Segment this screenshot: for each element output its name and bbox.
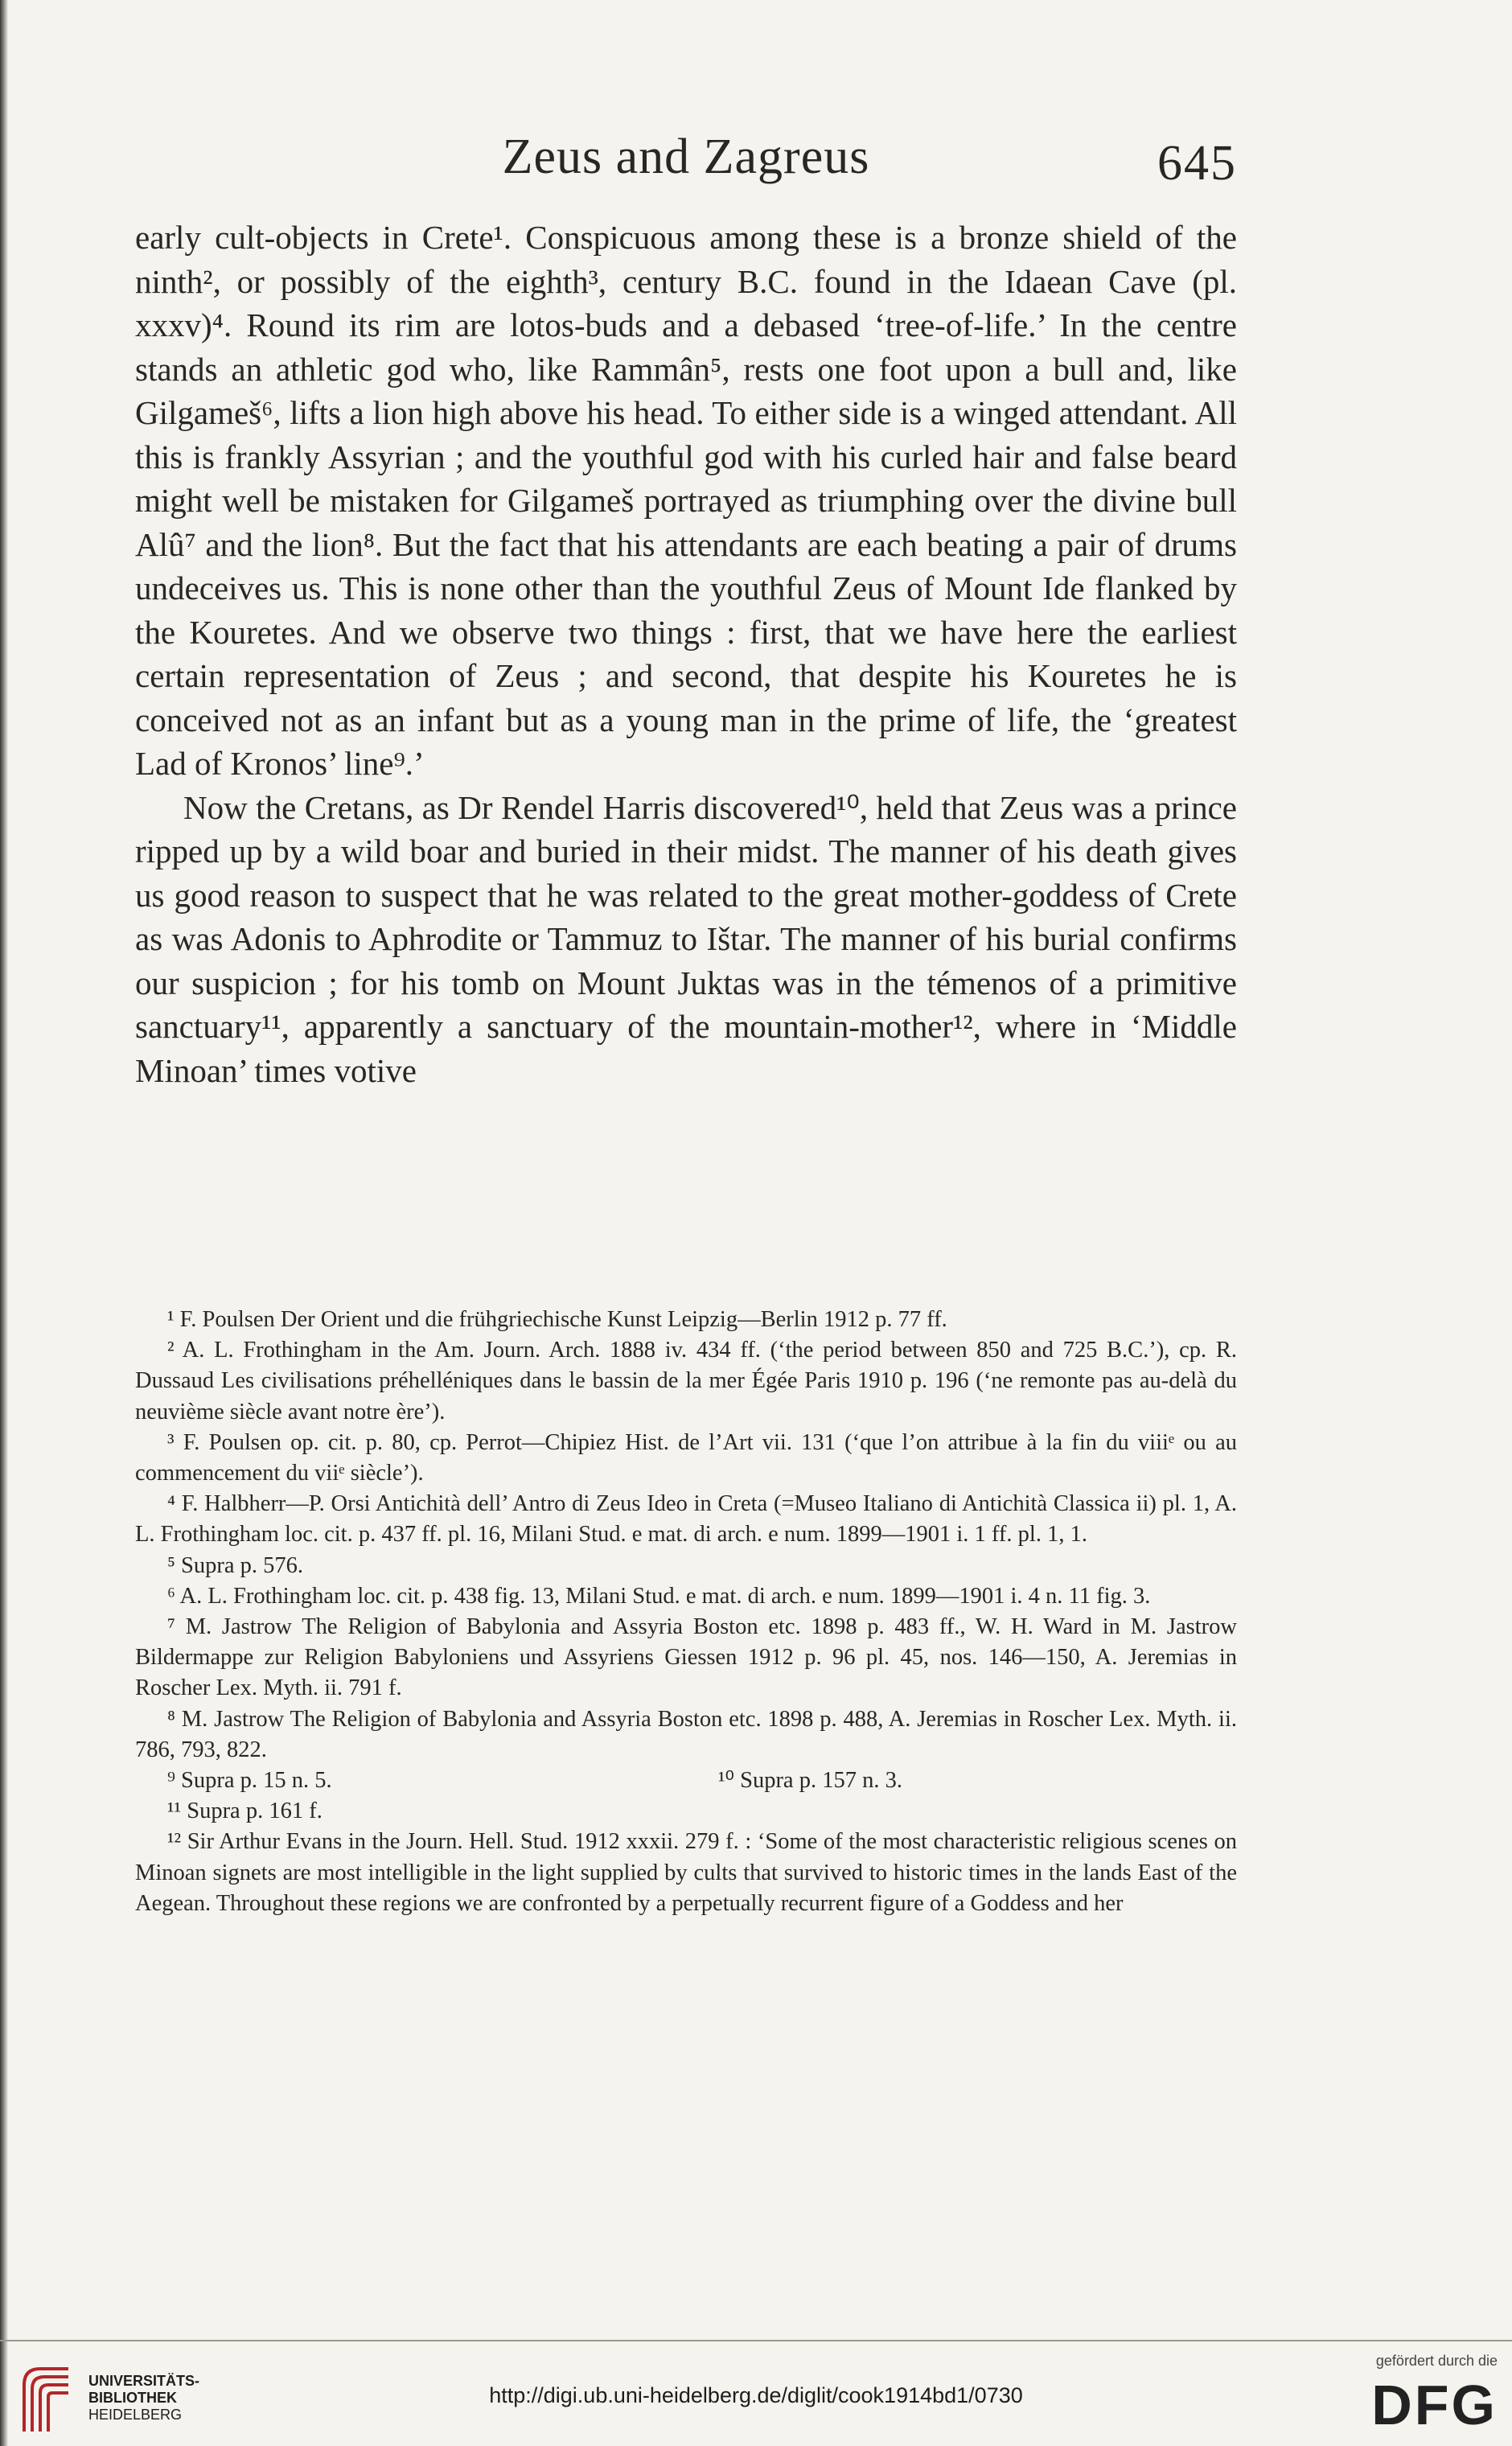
footnote-11: ¹¹ Supra p. 161 f. [167, 1799, 323, 1824]
footnote-12: ¹² Sir Arthur Evans in the Journ. Hell. Stud. 1912 xxxii. 279 f. : ‘Some of the most characteristic religious scenes on Minoan signets are most intelligible in the light supplied by cults that survived to historic times in the lands East of the Aegean. Throughout these regions we are confronted by a perpetually recurrent figure of a Goddess and her [135, 1829, 1237, 1916]
running-title: Zeus and Zagreus [502, 129, 870, 184]
footnotes [135, 1305, 1237, 1919]
main-text [135, 216, 1237, 1092]
paragraph-2: Now the Cretans, as Dr Rendel Harris discovered¹⁰, held that Zeus was a prince ripped up by a wild boar and buried in their midst. The manner of his death gives us good reason to suspect that he was related to the great mother-goddess of Crete as was Adonis to Aphrodite or Tammuz to Ištar. The manner of his burial confirms our suspicion ; for his tomb on Mount Juktas was in the témenos of a primitive sanctuary¹¹, apparently a sanctuary of the mountain-mother¹², where in ‘Middle Minoan’ times votive [135, 788, 1237, 1089]
footnote-4: ⁴ F. Halbherr—P. Orsi Antichità dell’ Antro di Zeus Ideo in Creta (=Museo Italiano di Antichità Classica ii) pl. 1, A. L. Frothingham loc. cit. p. 437 ff. pl. 16, Milani Stud. e mat. di arch. e num. 1899—1901 i. 1 ff. pl. 1, 1. [135, 1491, 1237, 1548]
page-header [135, 121, 1237, 193]
footnote-10: ¹⁰ Supra p. 157 n. 3. [718, 1768, 902, 1794]
footnote-7: ⁷ M. Jastrow The Religion of Babylonia and Assyria Boston etc. 1898 p. 483 ff., W. H. Ward in M. Jastrow Bildermappe zur Religion Babyloniens und Assyriens Giessen 1912 p. 96 pl. 45, nos. 146—150, A. Jeremias in Roscher Lex. Myth. ii. 791 f. [135, 1614, 1237, 1701]
footnote-5: ⁵ Supra p. 576. [167, 1552, 304, 1578]
footnote-2: ² A. L. Frothingham in the Am. Journ. Arch. 1888 iv. 434 ff. (‘the period between 850 and 725 B.C.’), cp. R. Dussaud Les civilisations préhelléniques dans le bassin de la mer Égée Paris 1910 p. 196 (‘ne remonte pas au-delà du neuvième siècle avant notre ère’). [135, 1338, 1237, 1424]
footnote-9: ⁹ Supra p. 15 n. 5. [167, 1768, 332, 1794]
library-name-line-3: HEIDELBERG [88, 2407, 183, 2423]
paragraph-1: early cult-objects in Crete¹. Conspicuous among these is a bronze shield of the ninth², or possibly of the eighth³, century B.C. found in the Idaean Cave (pl. xxxv)⁴. Round its rim are lotos-buds and a debased ‘tree-of-life.’ In the centre stands an athletic god who, like Rammân⁵, rests one foot upon a bull and, like Gilgameš⁶, lifts a lion high above his head. To either side is a winged attendant. All this is frankly Assyrian ; and the youthful god with his curled hair and false beard might well be mistaken for Gilgameš portrayed as triumphing over the divine bull Alû⁷ and the lion⁸. But the fact that his attendants are each beating a pair of drums undeceives us. This is none other than the youthful Zeus of Mount Ide flanked by the Kouretes. And we observe two things : first, that we have here the earliest certain representation of Zeus ; and second, that despite his Kouretes he is conceived not as an infant but as a young man in the prime of life, the ‘greatest Lad of Kronos’ line⁹.’ [135, 219, 1237, 782]
footnote-3: ³ F. Poulsen op. cit. p. 80, cp. Perrot—Chipiez Hist. de l’Art vii. 131 (‘que l’on attribue à la fin du viiiᵉ ou au commencement du viiᵉ siècle’). [135, 1429, 1237, 1486]
library-name-line-2: BIBLIOTHEK [88, 2390, 177, 2406]
dfg-logo: DFG [1371, 2374, 1498, 2436]
funded-by-label: gefördert durch die [1375, 2353, 1498, 2369]
digitization-footer [0, 2329, 1512, 2446]
footnote-8: ⁸ M. Jastrow The Religion of Babylonia and Assyria Boston etc. 1898 p. 488, A. Jeremias in Roscher Lex. Myth. ii. 786, 793, 822. [135, 1706, 1237, 1762]
source-url[interactable]: http://digi.ub.uni-heidelberg.de/diglit/cook1914bd1/0730 [489, 2383, 1023, 2407]
page-number: 645 [1157, 136, 1237, 191]
footnote-1: ¹ F. Poulsen Der Orient und die frühgriechische Kunst Leipzig—Berlin 1912 p. 77 ff. [167, 1307, 947, 1332]
library-name-line-1: UNIVERSITÄTS- [88, 2373, 200, 2389]
footer-divider [0, 2340, 1512, 2341]
footnote-row-9-10 [135, 1766, 1237, 1796]
book-spine-edge [0, 0, 8, 2446]
footnote-6: ⁶ A. L. Frothingham loc. cit. p. 438 fig. 13, Milani Stud. e mat. di arch. e num. 1899—1901 i. 4 n. 11 fig. 3. [167, 1583, 1151, 1609]
